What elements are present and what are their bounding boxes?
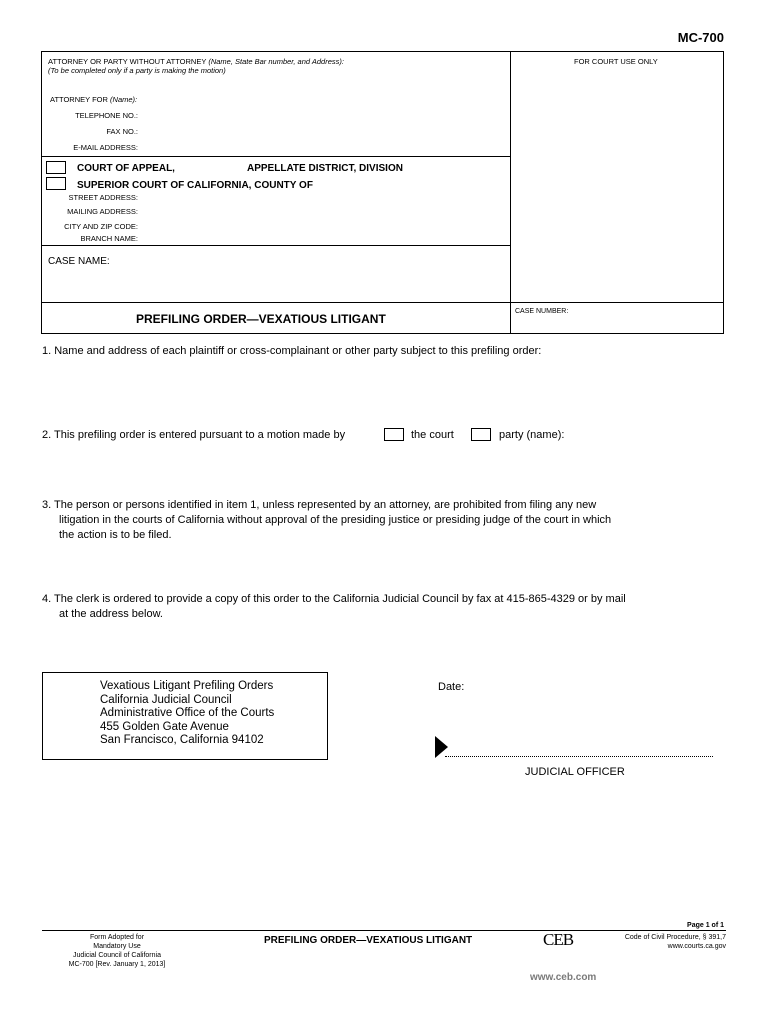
superior-court-checkbox[interactable] xyxy=(46,177,66,190)
attorney-label-italic: (Name, State Bar number, and Address): xyxy=(208,57,344,66)
case-number-label: CASE NUMBER: xyxy=(515,308,569,315)
case-name-label: CASE NAME: xyxy=(48,256,110,267)
telephone-label: TELEPHONE NO.: xyxy=(75,111,138,120)
attorney-note: (To be completed only if a party is making the motion) xyxy=(48,66,226,75)
divider-before-title xyxy=(41,302,724,303)
ceb-url[interactable]: www.ceb.com xyxy=(530,972,597,983)
the-court-checkbox[interactable] xyxy=(384,428,404,441)
adopted-line-4: MC-700 [Rev. January 1, 2013] xyxy=(68,961,166,968)
mailing-address-label: MAILING ADDRESS: xyxy=(67,207,138,216)
code-block xyxy=(625,933,726,951)
form-id: MC-700 xyxy=(677,30,724,45)
court-of-appeal-checkbox[interactable] xyxy=(46,161,66,174)
party-name-label: party (name): xyxy=(499,429,565,441)
form-title: PREFILING ORDER—VEXATIOUS LITIGANT xyxy=(136,312,386,326)
adopted-line-3: Judicial Council of California xyxy=(73,952,161,959)
address-line-4: 455 Golden Gate Avenue xyxy=(100,720,229,733)
footer-rule xyxy=(42,930,726,931)
address-line-2: California Judicial Council xyxy=(100,693,232,706)
attorney-for-italic: (Name): xyxy=(110,95,138,104)
divider-after-branch xyxy=(41,245,511,246)
address-line-1: Vexatious Litigant Prefiling Orders xyxy=(100,680,274,692)
signature-line[interactable] xyxy=(445,756,713,757)
divider-after-email xyxy=(41,156,511,157)
attorney-label: ATTORNEY OR PARTY WITHOUT ATTORNEY xyxy=(48,57,207,66)
item-1: 1. Name and address of each plaintiff or cross-complainant or other party subject to this prefiling order: xyxy=(42,345,542,357)
item-3-line-3: the action is to be filed. xyxy=(59,529,172,541)
item-4-line-2: at the address below. xyxy=(59,608,163,620)
the-court-label: the court xyxy=(411,429,454,441)
adopted-line-1: Form Adopted for xyxy=(89,934,145,941)
page-number: Page 1 of 1 xyxy=(687,922,724,929)
header-box xyxy=(41,51,724,334)
item-3-line-2: litigation in the courts of California without approval of the presiding justice or presiding judge of the court in which xyxy=(59,514,612,526)
address-box xyxy=(42,672,328,760)
superior-court-label: SUPERIOR COURT OF CALIFORNIA, COUNTY OF xyxy=(77,180,313,191)
date-label: Date: xyxy=(438,681,465,693)
court-use-label: FOR COURT USE ONLY xyxy=(574,57,658,66)
judicial-officer-label: JUDICIAL OFFICER xyxy=(525,766,625,778)
item-2: 2. This prefiling order is entered pursuant to a motion made by xyxy=(42,429,346,441)
item-4-line-1: 4. The clerk is ordered to provide a copy of this order to the California Judicial Council by fax at 415-865-4329 or by mail xyxy=(42,593,626,605)
item-3-line-1: 3. The person or persons identified in item 1, unless represented by an attorney, are prohibited from filing any new xyxy=(42,499,597,511)
footer-title: PREFILING ORDER—VEXATIOUS LITIGANT xyxy=(264,935,473,946)
attorney-for-line xyxy=(50,95,137,105)
appellate-district-label: APPELLATE DISTRICT, DIVISION xyxy=(247,163,403,174)
court-of-appeal-label: COURT OF APPEAL, xyxy=(77,163,175,174)
party-checkbox[interactable] xyxy=(471,428,491,441)
signature-arrow-icon xyxy=(435,736,449,758)
branch-name-label: BRANCH NAME: xyxy=(80,234,138,243)
header-divider-vertical xyxy=(510,51,511,334)
address-line-3: Administrative Office of the Courts xyxy=(100,707,275,719)
attorney-for-label: ATTORNEY FOR xyxy=(50,95,108,104)
form-adopted-block xyxy=(42,933,192,969)
fax-label: FAX NO.: xyxy=(106,127,138,136)
email-label: E-MAIL ADDRESS: xyxy=(73,143,138,152)
code-line-1: Code of Civil Procedure, § 391,7 xyxy=(624,934,726,941)
code-line-2: www.courts.ca.gov xyxy=(667,943,726,950)
address-line-5: San Francisco, California 94102 xyxy=(100,734,264,746)
city-zip-label: CITY AND ZIP CODE: xyxy=(64,222,138,231)
ceb-logo: CEB xyxy=(543,930,574,949)
adopted-line-2: Mandatory Use xyxy=(93,943,141,950)
street-address-label: STREET ADDRESS: xyxy=(68,193,138,202)
